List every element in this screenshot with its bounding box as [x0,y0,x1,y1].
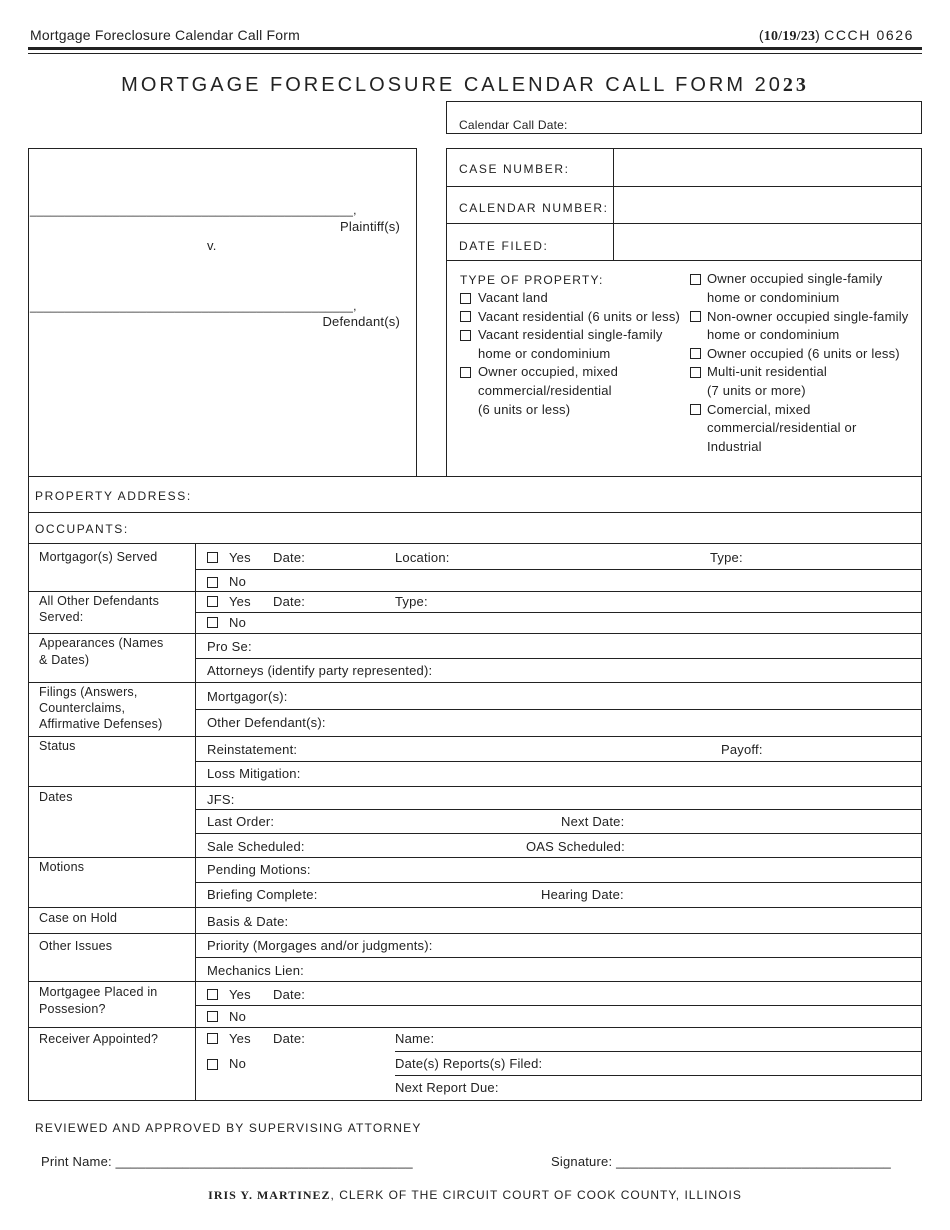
divider [195,543,196,1101]
other-defendants-yes-label: Yes [229,594,251,609]
loss-mitigation-label: Loss Mitigation: [207,766,301,781]
option-vacant-single-family-l2: home or condominium [478,346,611,361]
divider [28,786,922,787]
occupants-label: OCCUPANTS: [35,522,129,536]
divider [446,186,922,187]
divider [28,736,922,737]
divider [28,682,922,683]
checkbox-owner-single-family[interactable] [690,274,701,285]
header-rule-thin [28,53,922,54]
last-order-label: Last Order: [207,814,275,829]
checkbox-owner-occupied-mixed[interactable] [460,367,471,378]
defendant-label: Defendant(s) [322,314,400,329]
reinstatement-label: Reinstatement: [207,742,298,757]
payoff-label: Payoff: [721,742,763,757]
divider [195,612,922,613]
divider [613,148,614,260]
label-filings: Filings (Answers, Counterclaims, Affirmative Defenses) [39,685,163,731]
option-non-owner-l1: Non-owner occupied single-family [707,309,909,324]
calendar-number-label: CALENDAR NUMBER: [459,201,609,215]
form-date: 10/19/23 [763,29,816,44]
checkbox-possession-no[interactable] [207,1011,218,1022]
jfs-label: JFS: [207,792,235,807]
print-name-field[interactable]: Print Name: ________________________________________ [41,1154,413,1169]
label-other-defendants: All Other Defendants Served: [39,594,160,624]
option-vacant-land: Vacant land [478,290,548,305]
date-filed-input[interactable] [620,231,915,253]
property-type-heading: TYPE OF PROPERTY: [460,273,604,287]
other-defendants-type-label: Type: [395,594,428,609]
divider [28,907,922,908]
reviewed-heading: REVIEWED AND APPROVED BY SUPERVISING ATTORNEY [35,1121,422,1135]
checkbox-mortgagors-yes[interactable] [207,552,218,563]
label-mortgagee-possession: Mortgagee Placed in Possesion? [39,985,158,1016]
case-number-label: CASE NUMBER: [459,162,570,176]
divider [28,857,922,858]
option-owner-single-family-l1: Owner occupied single-family [707,271,883,286]
divider [28,633,922,634]
option-vacant-single-family-l1: Vacant residential single-family [478,327,663,342]
option-non-owner-l2: home or condominium [707,327,840,342]
checkbox-multi-unit[interactable] [690,367,701,378]
plaintiff-line[interactable]: _______________________________________________, [30,203,357,217]
mortgagors-date-label: Date: [273,550,306,565]
label-dates: Dates [39,790,73,804]
receiver-name-label: Name: [395,1031,435,1046]
label-other-issues: Other Issues [39,939,113,953]
checkbox-receiver-no[interactable] [207,1059,218,1070]
attorneys-label: Attorneys (identify party represented): [207,663,433,678]
mortgagors-type-label: Type: [710,550,743,565]
checkbox-mortgagors-no[interactable] [207,577,218,588]
label-case-on-hold: Case on Hold [39,911,118,925]
next-date-label: Next Date: [561,814,625,829]
divider [195,658,922,659]
option-multi-unit-l2: (7 units or more) [707,383,806,398]
checkbox-other-defendants-yes[interactable] [207,596,218,607]
option-owner-occupied-6: Owner occupied (6 units or less) [707,346,900,361]
form-code: CCCH 0626 [824,27,914,43]
option-commercial-l2: commercial/residential or [707,420,857,435]
filings-other-defendants-label: Other Defendant(s): [207,715,326,730]
other-defendants-date-label: Date: [273,594,306,609]
versus-label: v. [207,238,217,253]
divider [395,1075,922,1076]
property-address-input[interactable] [200,484,910,506]
calendar-call-date-input[interactable] [580,112,910,130]
briefing-complete-label: Briefing Complete: [207,887,318,902]
option-owner-single-family-l2: home or condominium [707,290,840,305]
option-owner-mixed-l2: commercial/residential [478,383,612,398]
calendar-call-date-label: Calendar Call Date: [459,118,568,132]
divider [195,957,922,958]
divider [195,709,922,710]
form-name: Mortgage Foreclosure Calendar Call Form [30,27,301,43]
divider [28,543,922,544]
option-vacant-residential: Vacant residential (6 units or less) [478,309,681,324]
mortgagors-yes-label: Yes [229,550,251,565]
plaintiff-label: Plaintiff(s) [340,219,400,234]
date-filed-label: DATE FILED: [459,239,549,253]
option-owner-mixed-l1: Owner occupied, mixed [478,364,619,379]
priority-label: Priority (Morgages and/or judgments): [207,938,433,953]
label-status: Status [39,739,76,753]
label-receiver-appointed: Receiver Appointed? [39,1032,159,1046]
checkbox-vacant-land[interactable] [460,293,471,304]
divider [28,591,922,592]
checkbox-commercial[interactable] [690,404,701,415]
divider [195,761,922,762]
checkbox-receiver-yes[interactable] [207,1033,218,1044]
oas-scheduled-label: OAS Scheduled: [526,839,625,854]
calendar-number-input[interactable] [620,194,915,216]
sale-scheduled-label: Sale Scheduled: [207,839,305,854]
checkbox-non-owner-single-family[interactable] [690,311,701,322]
receiver-yes-label: Yes [229,1031,251,1046]
divider [195,882,922,883]
option-multi-unit-l1: Multi-unit residential [707,364,828,379]
divider [446,223,922,224]
pending-motions-label: Pending Motions: [207,862,311,877]
receiver-date-label: Date: [273,1031,306,1046]
pro-se-label: Pro Se: [207,639,252,654]
checkbox-vacant-single-family[interactable] [460,330,471,341]
label-motions: Motions [39,860,85,874]
divider [446,260,922,261]
mortgagors-no-label: No [229,574,247,589]
form-version: (10/19/23) CCCH 0626 [758,27,914,44]
case-number-input[interactable] [620,156,915,178]
receiver-no-label: No [229,1056,247,1071]
property-address-label: PROPERTY ADDRESS: [35,489,192,503]
page-title: MORTGAGE FORECLOSURE CALENDAR CALL FORM 2023 [121,74,809,96]
mechanics-lien-label: Mechanics Lien: [207,963,304,978]
defendant-line[interactable]: _______________________________________________, [30,299,357,313]
clerk-name: IRIS Y. MARTINEZ [208,1188,331,1202]
label-appearances: Appearances (Names & Dates) [39,636,164,667]
clerk-title: , CLERK OF THE CIRCUIT COURT OF COOK COUNTY, ILLINOIS [330,1188,742,1202]
possession-date-label: Date: [273,987,306,1002]
signature-field[interactable]: Signature: _____________________________________ [551,1154,891,1169]
checkbox-possession-yes[interactable] [207,989,218,1000]
mortgagors-location-label: Location: [395,550,450,565]
next-report-due-label: Next Report Due: [395,1080,499,1095]
option-commercial-l1: Comercial, mixed [707,402,811,417]
checkbox-owner-occupied-6[interactable] [690,348,701,359]
divider [195,569,922,570]
reports-filed-label: Date(s) Reports(s) Filed: [395,1056,543,1071]
divider [195,833,922,834]
divider [195,809,922,810]
checkbox-vacant-residential[interactable] [460,311,471,322]
other-defendants-no-label: No [229,615,247,630]
divider [195,1005,922,1006]
divider [28,512,922,513]
header-rule [28,47,922,50]
basis-date-label: Basis & Date: [207,914,289,929]
divider [395,1051,922,1052]
filings-mortgagors-label: Mortgagor(s): [207,689,288,704]
possession-yes-label: Yes [229,987,251,1002]
occupants-input[interactable] [140,517,910,539]
divider [28,933,922,934]
clerk-footer [0,1187,950,1203]
label-mortgagors-served: Mortgagor(s) Served [39,550,158,564]
divider [28,1027,922,1028]
option-commercial-l3: Industrial [707,439,762,454]
option-owner-mixed-l3: (6 units or less) [478,402,571,417]
checkbox-other-defendants-no[interactable] [207,617,218,628]
hearing-date-label: Hearing Date: [541,887,624,902]
divider [28,981,922,982]
possession-no-label: No [229,1009,247,1024]
